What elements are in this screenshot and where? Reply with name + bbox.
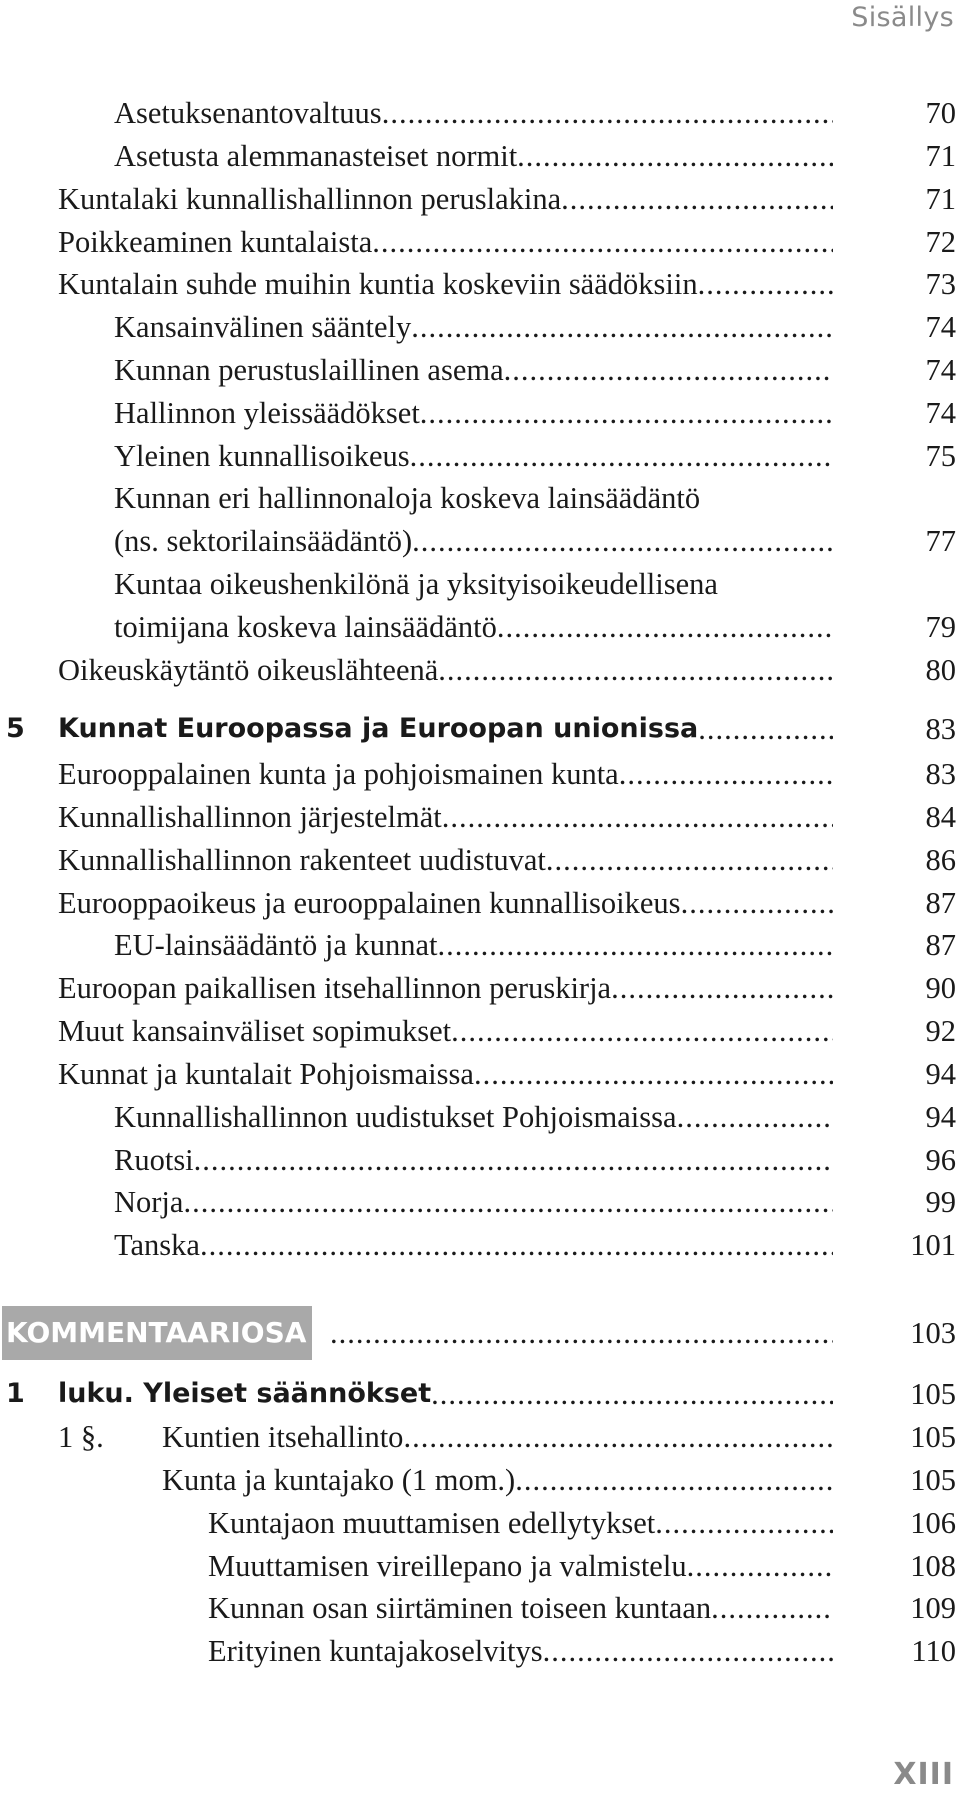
dot-leader (546, 840, 833, 880)
dot-leader (330, 1313, 833, 1353)
toc-page-number: 101 (910, 1228, 956, 1262)
dot-leader (561, 179, 833, 219)
toc-entry (0, 136, 960, 176)
toc-entry (0, 393, 960, 433)
section-number: 1 §. (58, 1420, 104, 1454)
dot-leader (515, 1460, 833, 1500)
toc-entry (0, 93, 960, 133)
toc-page-number: 75 (925, 439, 956, 473)
toc-page-number: 103 (910, 1316, 956, 1350)
dot-leader (677, 1097, 833, 1137)
toc-chapter-heading (0, 709, 960, 749)
dot-leader (410, 436, 833, 476)
toc-entry-title: Kunnan perustuslaillinen asema (114, 353, 504, 387)
toc-entry (0, 436, 960, 476)
toc-page-number: 74 (925, 310, 956, 344)
toc-entry-title: Kunta ja kuntajako (1 mom.) (162, 1463, 516, 1497)
toc-entry-title: Kuntalaki kunnallishallinnon peruslakina (58, 182, 562, 216)
toc-entry-title: Tanska (114, 1228, 200, 1262)
chapter-number: 5 (6, 713, 25, 744)
toc-entry-title: luku. Yleiset säännökset (58, 1378, 432, 1409)
dot-leader (619, 754, 833, 794)
toc-entry (0, 1313, 960, 1353)
toc-entry (0, 1225, 960, 1265)
toc-entry-title: Muuttamisen vireillepano ja valmistelu (208, 1549, 687, 1583)
toc-entry-title: Kuntajaon muuttamisen edellytykset (208, 1506, 656, 1540)
dot-leader (438, 925, 833, 965)
toc-page-number: 94 (925, 1057, 956, 1091)
toc-page-number: 74 (925, 353, 956, 387)
dot-leader (412, 521, 833, 561)
dot-leader (611, 968, 833, 1008)
toc-entry-title: Norja (114, 1185, 184, 1219)
page-folio: XIII (893, 1757, 954, 1792)
toc-entry-title: EU-lainsäädäntö ja kunnat (114, 928, 438, 962)
toc-entry (0, 797, 960, 837)
toc-entry-title: Eurooppaoikeus ja eurooppalainen kunnallisoikeus (58, 886, 681, 920)
toc-page-number: 80 (925, 653, 956, 687)
toc-entry (0, 179, 960, 219)
toc-entry (0, 1182, 960, 1222)
toc-page-number: 106 (910, 1506, 956, 1540)
toc-page-number: 105 (910, 1377, 956, 1411)
toc-entry (0, 1546, 960, 1586)
toc-entry-line1 (0, 564, 960, 604)
toc-page-number: 84 (925, 800, 956, 834)
dot-leader (442, 797, 833, 837)
toc-page-number: 73 (925, 267, 956, 301)
toc-entry (0, 1097, 960, 1137)
toc-entry (0, 1417, 960, 1457)
toc-entry (0, 754, 960, 794)
dot-leader (698, 264, 833, 304)
toc-page-number: 71 (925, 182, 956, 216)
toc-entry-title: Kuntalain suhde muihin kuntia koskeviin säädöksiin (58, 267, 698, 301)
dot-leader (474, 1054, 833, 1094)
toc-entry-title: Erityinen kuntajakoselvitys (208, 1634, 543, 1668)
toc-entry (0, 307, 960, 347)
toc-page-number: 96 (925, 1143, 956, 1177)
toc-chapter-heading (0, 1374, 960, 1414)
toc-entry (0, 968, 960, 1008)
toc-entry-title: Euroopan paikallisen itsehallinnon peruskirja (58, 971, 612, 1005)
toc-entry-line1 (0, 478, 960, 518)
toc-entry-title: Poikkeaminen kuntalaista (58, 225, 373, 259)
toc-entry (0, 1054, 960, 1094)
toc-entry (0, 1631, 960, 1671)
toc-entry-title: Asetusta alemmanasteiset normit (114, 139, 518, 173)
toc-entry-title: Kuntaa oikeushenkilönä ja yksityisoikeudellisena (114, 567, 718, 601)
toc-page-number: 74 (925, 396, 956, 430)
toc-entry-title: Kunnallishallinnon järjestelmät (58, 800, 442, 834)
toc-page-number: 77 (925, 524, 956, 558)
toc-entry-title: Kunnallishallinnon uudistukset Pohjoismaissa (114, 1100, 677, 1134)
toc-entry (0, 1140, 960, 1180)
dot-leader (681, 883, 833, 923)
toc-entry (0, 222, 960, 262)
toc-page-number: 108 (910, 1549, 956, 1583)
dot-leader (372, 222, 833, 262)
toc-page-number: 105 (910, 1463, 956, 1497)
dot-leader (451, 1011, 833, 1051)
dot-leader (194, 1140, 833, 1180)
toc-page-number: 90 (925, 971, 956, 1005)
dot-leader (411, 307, 833, 347)
dot-leader (655, 1503, 833, 1543)
toc-page-number: 70 (925, 96, 956, 130)
dot-leader (403, 1417, 833, 1457)
toc-entry (0, 1460, 960, 1500)
toc-entry-title: Ruotsi (114, 1143, 194, 1177)
toc-entry-title: Muut kansainväliset sopimukset (58, 1014, 452, 1048)
toc-entry (0, 264, 960, 304)
toc-entry-title: Hallinnon yleissäädökset (114, 396, 420, 430)
dot-leader (517, 136, 833, 176)
toc-entry (0, 840, 960, 880)
toc-page-number: 92 (925, 1014, 956, 1048)
toc-entry (0, 1011, 960, 1051)
dot-leader (687, 1546, 833, 1586)
dot-leader (183, 1182, 833, 1222)
toc-page-number: 94 (925, 1100, 956, 1134)
toc-page-number: 87 (925, 928, 956, 962)
dot-leader (382, 93, 833, 133)
toc-page-number: 86 (925, 843, 956, 877)
toc-entry-title: Asetuksenantovaltuus (114, 96, 382, 130)
toc-entry-title-continued: (ns. sektorilainsäädäntö) (114, 524, 413, 558)
toc-page-number: 79 (925, 610, 956, 644)
toc-entry-title-continued: toimijana koskeva lainsäädäntö (114, 610, 497, 644)
toc-entry (0, 521, 960, 561)
toc-entry-title: Kunnat ja kuntalait Pohjoismaissa (58, 1057, 474, 1091)
toc-entry-title: Yleinen kunnallisoikeus (114, 439, 410, 473)
toc-page-number: 87 (925, 886, 956, 920)
dot-leader (200, 1225, 833, 1265)
dot-leader (431, 1374, 833, 1414)
toc-page-number: 72 (925, 225, 956, 259)
dot-leader (438, 650, 833, 690)
toc-page-number: 110 (911, 1634, 956, 1668)
running-header: Sisällys (851, 2, 954, 33)
dot-leader (497, 607, 833, 647)
dot-leader (504, 350, 833, 390)
toc-page-number: 99 (925, 1185, 956, 1219)
dot-leader (711, 1588, 833, 1628)
toc-page-number: 83 (925, 712, 956, 746)
toc-entry-title: Kansainvälinen sääntely (114, 310, 412, 344)
toc-page-number: 83 (925, 757, 956, 791)
toc-entry-title: Kunnan eri hallinnonaloja koskeva lainsäädäntö (114, 481, 701, 515)
toc-entry (0, 883, 960, 923)
toc-entry-title: Oikeuskäytäntö oikeuslähteenä (58, 653, 439, 687)
toc-page-number: 109 (910, 1591, 956, 1625)
toc-page-number: 105 (910, 1420, 956, 1454)
toc-entry (0, 925, 960, 965)
dot-leader (420, 393, 833, 433)
section-label-commentary: KOMMENTAARIOSA (2, 1306, 312, 1360)
chapter-number: 1 (6, 1378, 25, 1409)
toc-entry-title: Kuntien itsehallinto (162, 1420, 404, 1454)
toc-entry-title: Kunnat Euroopassa ja Euroopan unionissa (58, 713, 699, 744)
toc-entry-title: Eurooppalainen kunta ja pohjoismainen kunta (58, 757, 619, 791)
toc-entry (0, 650, 960, 690)
toc-entry-title: Kunnan osan siirtäminen toiseen kuntaan (208, 1591, 712, 1625)
dot-leader (698, 709, 833, 749)
toc-entry-title: Kunnallishallinnon rakenteet uudistuvat (58, 843, 546, 877)
toc-entry (0, 350, 960, 390)
toc-entry (0, 607, 960, 647)
toc-entry (0, 1503, 960, 1543)
dot-leader (543, 1631, 833, 1671)
toc-page-number: 71 (925, 139, 956, 173)
toc-entry (0, 1588, 960, 1628)
